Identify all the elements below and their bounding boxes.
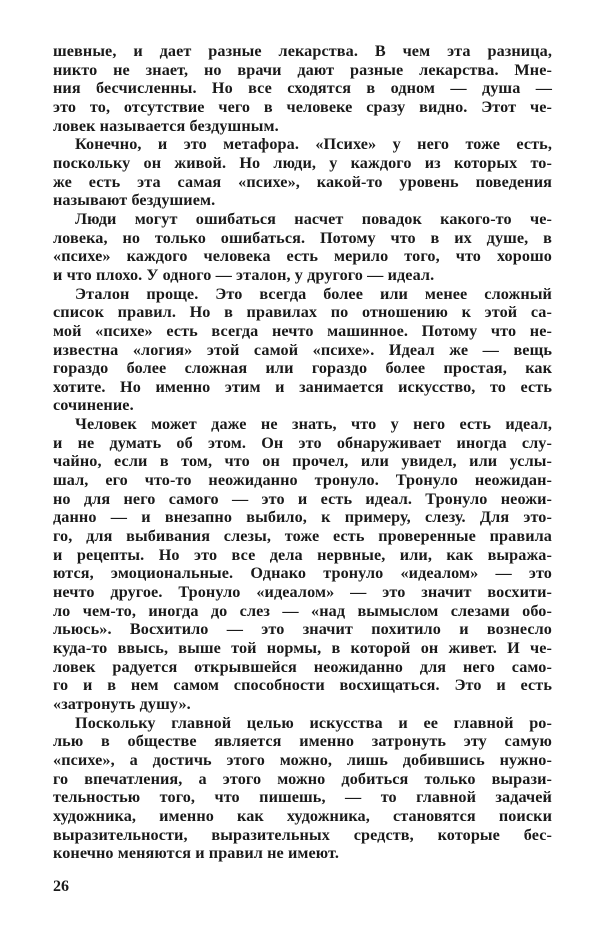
text-line: льюсь». Восхитило — это значит похитило и вознесло [53, 620, 552, 639]
text-line: шевные, и дает разные лекарства. В чем эта разница, [53, 42, 552, 60]
text-line: и что плохо. У одного — эталон, у другого — идеал. [53, 265, 435, 284]
text-line: мой «психе» есть всегда нечто машинное. Потому что не- [53, 321, 552, 340]
text-line: же есть эта самая «психе», какой-то уровень поведения [53, 172, 552, 191]
text-line: ловек называется бездушным. [53, 116, 279, 135]
text-line: список правил. Но в правилах по отношению к этой са- [53, 303, 552, 322]
text-line: выразительности, выразительных средств, которые бес- [53, 825, 552, 844]
text-line: хотите. Но именно этим и занимается искусство, то есть [53, 377, 552, 396]
text-line: ловек радуется открывшейся неожиданно для него само- [53, 657, 552, 676]
text-line: го впечатления, а этого можно добиться только вырази- [53, 769, 552, 788]
text-line: Человек может даже не знать, что у него есть идеал, [75, 415, 552, 434]
text-line: чайно, если в том, что он прочел, или увидел, или услы- [53, 452, 552, 471]
text-line: художника, именно как художника, становятся поиски [53, 806, 552, 825]
text-line: данно — и внезапно выбило, к примеру, слезу. Для это- [53, 508, 552, 527]
book-page-text [53, 42, 552, 863]
text-line: го и в нем самом способности восхищаться. Это и есть [53, 676, 552, 695]
text-line: «затронуть душу». [53, 694, 191, 713]
text-line: и не думать об этом. Он это обнаруживает иногда слу- [53, 433, 552, 452]
text-line: никто не знает, но врачи дают разные лекарства. Мне- [53, 60, 552, 79]
paragraph [53, 285, 552, 416]
text-line: ются, эмоциональные. Однако тронуло «идеалом» — это [53, 564, 552, 583]
text-line: поскольку он живой. Но люди, у каждого из которых то- [53, 153, 552, 172]
text-line: го, для выбивания слезы, тоже есть проверенные правила [53, 527, 552, 546]
text-line: конечно меняются и правил не имеют. [53, 844, 340, 863]
text-line: «психе», а достичь этого можно, лишь добившись нужно- [53, 750, 552, 769]
text-line: куда-то ввысь, выше той нормы, в которой он живет. И че- [53, 639, 552, 657]
text-line: Люди могут ошибаться насчет повадок какого-то че- [75, 209, 552, 228]
text-line: это то, отсутствие чего в человеке сразу видно. Этот че- [53, 97, 552, 116]
text-line: Конечно, и это метафора. «Психе» у него тоже есть, [75, 135, 552, 154]
text-line: гораздо более сложная или гораздо более простая, как [53, 359, 552, 378]
text-line: Поскольку главной целью искусства и ее главной ро- [75, 713, 552, 732]
text-line: сочинение. [53, 396, 134, 415]
text-line: но для него самого — это и есть идеал. Тронуло неожи- [53, 489, 552, 508]
text-line: ло чем-то, иногда до слез — «над вымыслом слезами обо- [53, 601, 552, 620]
text-line: называют бездушием. [53, 191, 216, 210]
text-line: нечто другое. Тронуло «идеалом» — это значит восхити- [53, 583, 552, 602]
text-line: известна «логия» этой самой «психе». Идеал же — вещь [53, 340, 552, 359]
text-line: ловека, но только ошибаться. Потому что в их душе, в [53, 228, 552, 247]
text-line: «психе» каждого человека есть мерило того, что хорошо [53, 247, 552, 266]
paragraph [53, 714, 552, 863]
text-line: и рецепты. Но это все дела нервные, или, как выража- [53, 545, 552, 564]
text-line: лью в обществе является именно затронуть эту самую [53, 732, 552, 751]
text-line: ния бесчисленны. Но все сходятся в одном — душа — [53, 79, 552, 98]
text-line: шал, его что-то неожиданно тронуло. Тронуло неожидан- [53, 471, 552, 490]
paragraph [53, 415, 552, 714]
text-line: Эталон проще. Это всегда более или менее сложный [75, 284, 552, 303]
text-line: тельностью того, что пишешь, — то главной задачей [53, 788, 552, 807]
paragraph [53, 210, 552, 285]
paragraph [53, 42, 552, 135]
page-number: 26 [53, 878, 69, 895]
paragraph [53, 135, 552, 210]
